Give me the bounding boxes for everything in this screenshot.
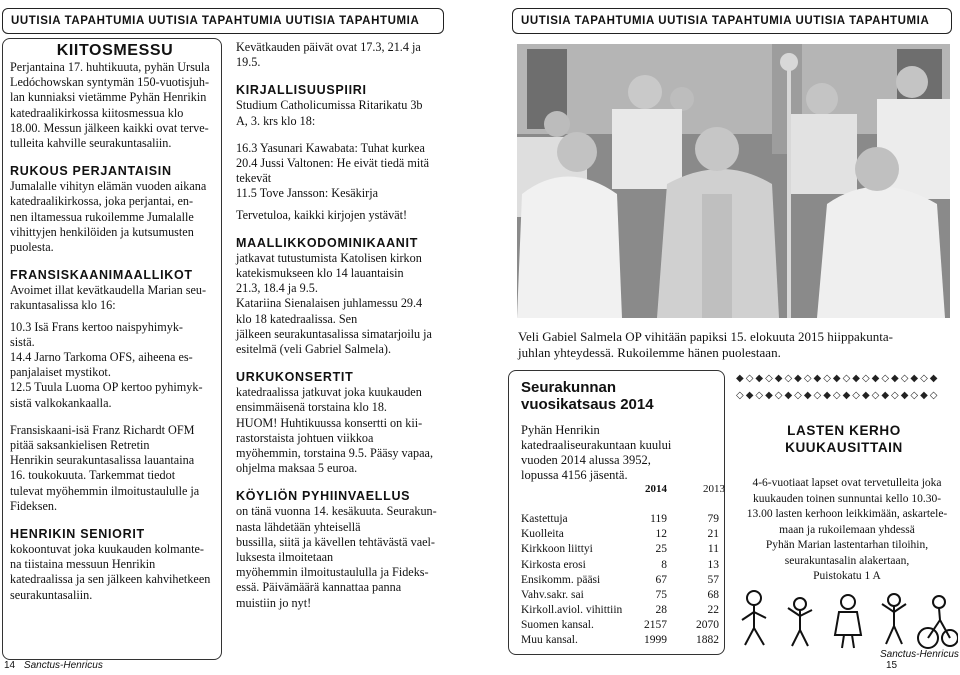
stats-box [508, 370, 725, 655]
rukous-text: Jumalalle vihityn elämän vuoden aikana katedraalikirkossa, joka perjantai, en- nen iltamessua rukoilemme Jumalalle vihittyjen henkilöiden ja kutsumusten puolesta. [10, 179, 207, 255]
kiitosmessu-title: KIITOSMESSU [56, 42, 174, 59]
kids-text: 4-6-vuotiaat lapset ovat tervetulleita joka kuukauden toinen sunnuntai kello 10.30- 13.00 lasten kerhoon leikkimään, askartele- maan ja rukoilemaan yhdessä Pyhän Marian lastentarhan tiloihin, seurakuntasalin alakertaan, Puistokatu 1 A [746, 477, 948, 582]
table-row: Kirkkoon liittyi 25 11 [521, 543, 719, 556]
rukous-title: RUKOUS PERJANTAISIN [10, 164, 172, 179]
footer-right [880, 649, 960, 671]
table-row: Kirkosta erosi 8 13 [521, 558, 719, 571]
fransiskaani-intro: Avoimet illat kevätkaudella Marian seu- rakuntasalissa klo 16: [10, 283, 207, 313]
stats-col-2013: 2013 [703, 482, 725, 495]
stats-table [521, 481, 725, 648]
footer-left [4, 660, 103, 671]
table-row: Kuolleita 12 21 [521, 528, 719, 541]
kids-club-box [728, 370, 960, 655]
stats-text: Pyhän Henrikin katedraaliseurakuntaan kuului vuoden 2014 alussa 3952, lopussa 4156 jäsentä. [521, 423, 672, 482]
middle-column [236, 40, 446, 611]
clergy-group-photo-icon [517, 44, 950, 318]
diamond-border-top-icon: ◆◇◆◇◆◇◆◇◆◇◆◇◆◇◆◇◆◇◆◇◆ [736, 373, 940, 384]
photo-caption: Veli Gabiel Salmela OP vihitään papiksi 15. elokuuta 2015 hiippakunta- juhlan yhteydessä. Rukoilemme hänen puolestaan. [518, 329, 894, 360]
stats-header-row [521, 481, 725, 496]
publication-name-right: Sanctus-Henricus [880, 649, 959, 660]
kolion-title: KÖYLIÖN PYHIINVAELLUS [236, 489, 411, 504]
fransiskaani-extra: Fransiskaani-isä Franz Richardt OFM pitää saksankielisen Retretin Henrikin seurakuntasalissa lauantaina 16. toukokuuta. Tarkemmat tiedot tulevat myöhemmin ilmoitustaululle ja Fideksen. [10, 422, 200, 513]
stats-title: Seurakunnan vuosikatsaus 2014 [521, 379, 654, 413]
banner-left: UUTISIA TAPAHTUMIA UUTISIA TAPAHTUMIA UUTISIA TAPAHTUMIA [2, 8, 444, 34]
urkukonsertit-text: katedraalissa jatkuvat joka kuukauden ensimmäisenä torstaina klo 18. HUOM! Huhtikuussa konsertti on kii- rastorstaista johtuen viikkoa myöhemmin, torstaina 9.5. Pääsy vapaa, ohjelma maksaa 5 euroa. [236, 385, 433, 476]
table-row: Kirkoll.aviol. vihittiin 28 22 [521, 604, 719, 617]
table-row: Suomen kansal. 2157 2070 [521, 619, 719, 632]
page-number-left: 14 [4, 660, 16, 671]
page-number-right: 15 [886, 660, 898, 671]
maallikko-text: jatkavat tutustumista Katolisen kirkon katekismukseen klo 14 lauantaisin 21.3, 18.4 ja 9.5. Katariina Sienalaisen juhlamessu 29.4 klo 18 katedraalissa. Sen jälkeen seurakuntasalissa simatarjoilu ja esitelmä (veli Gabriel Salmela). [236, 250, 432, 357]
kirjallisuus-items: 16.3 Yasunari Kawabata: Tuhat kurkea 20.4 Jussi Valtonen: He eivät tiedä mitä tekevät 11.5 Tove Jansson: Kesäkirja [236, 140, 430, 201]
seniorit-title: HENRIKIN SENIORIT [10, 527, 145, 542]
kids-title: LASTEN KERHO KUUKAUSITTAIN [785, 423, 903, 455]
kirjallisuus-text: Studium Catholicumissa Ritarikatu 3b A, 3. krs klo 18: [236, 98, 423, 128]
children-playing-icon [736, 580, 958, 655]
ordination-photo [517, 44, 950, 318]
seniorit-text: kokoontuvat joka kuukauden kolmante- na tiistaina messuun Henrikin katedraalissa ja sen jälkeen kahvihetkeen seurakuntasaliin. [10, 542, 211, 602]
fransiskaani-title: FRANSISKAANIMAALLIKOT [10, 268, 193, 283]
mid-top-text: Kevätkauden päivät ovat 17.3, 21.4 ja 19.5. [236, 40, 421, 70]
kirjallisuus-title: KIRJALLISUUSPIIRI [236, 83, 367, 98]
banner-right: UUTISIA TAPAHTUMIA UUTISIA TAPAHTUMIA UUTISIA TAPAHTUMIA [512, 8, 952, 34]
fransiskaani-items: 10.3 Isä Frans kertoo naispyhimyk- sistä. 14.4 Jarno Tarkoma OFS, aiheena es- panjalaiset mystikot. 12.5 Tuula Luoma OP kertoo pyhimyk- sistä valkokankaalla. [10, 319, 203, 410]
table-row: Kastettuja 119 79 [521, 512, 719, 525]
table-row: Muu kansal. 1999 1882 [521, 634, 719, 647]
diamond-border-icon: ◇◆◇◆◇◆◇◆◇◆◇◆◇◆◇◆◇◆◇◆◇ [736, 390, 940, 401]
urkukonsertit-title: URKUKONSERTIT [236, 370, 354, 385]
table-row: Vahv.sakr. sai 75 68 [521, 588, 719, 601]
kiitosmessu-text: Perjantaina 17. huhtikuuta, pyhän Ursula Ledóchowskan syntymän 150-vuotisjuh- lan kunniaksi vietämme Pyhän Henrikin katedraalikirkossa kiitosmessua klo 18.00. Messun jälkeen kaikki ovat terve- tulleita kahville seurakuntasaliin. [10, 60, 210, 151]
table-row: Ensikomm. pääsi 67 57 [521, 573, 719, 586]
stats-col-2014: 2014 [645, 482, 667, 495]
publication-name-left: Sanctus-Henricus [23, 660, 103, 671]
kirjallisuus-welcome: Tervetuloa, kaikki kirjojen ystävät! [236, 207, 408, 222]
left-column [10, 42, 220, 603]
kolion-text: on tänä vuonna 14. kesäkuuta. Seurakun- nasta lähdetään yhteisellä bussilla, siitä ja kävellen tehtävästä vael- luksesta ilmoitetaan myöhemmin ilmoitustaululla ja Fideks- essä. Päivämäärä kannattaa panna muistiin jo nyt! [236, 504, 437, 610]
maallikko-title: MAALLIKKODOMINIKAANIT [236, 235, 419, 250]
